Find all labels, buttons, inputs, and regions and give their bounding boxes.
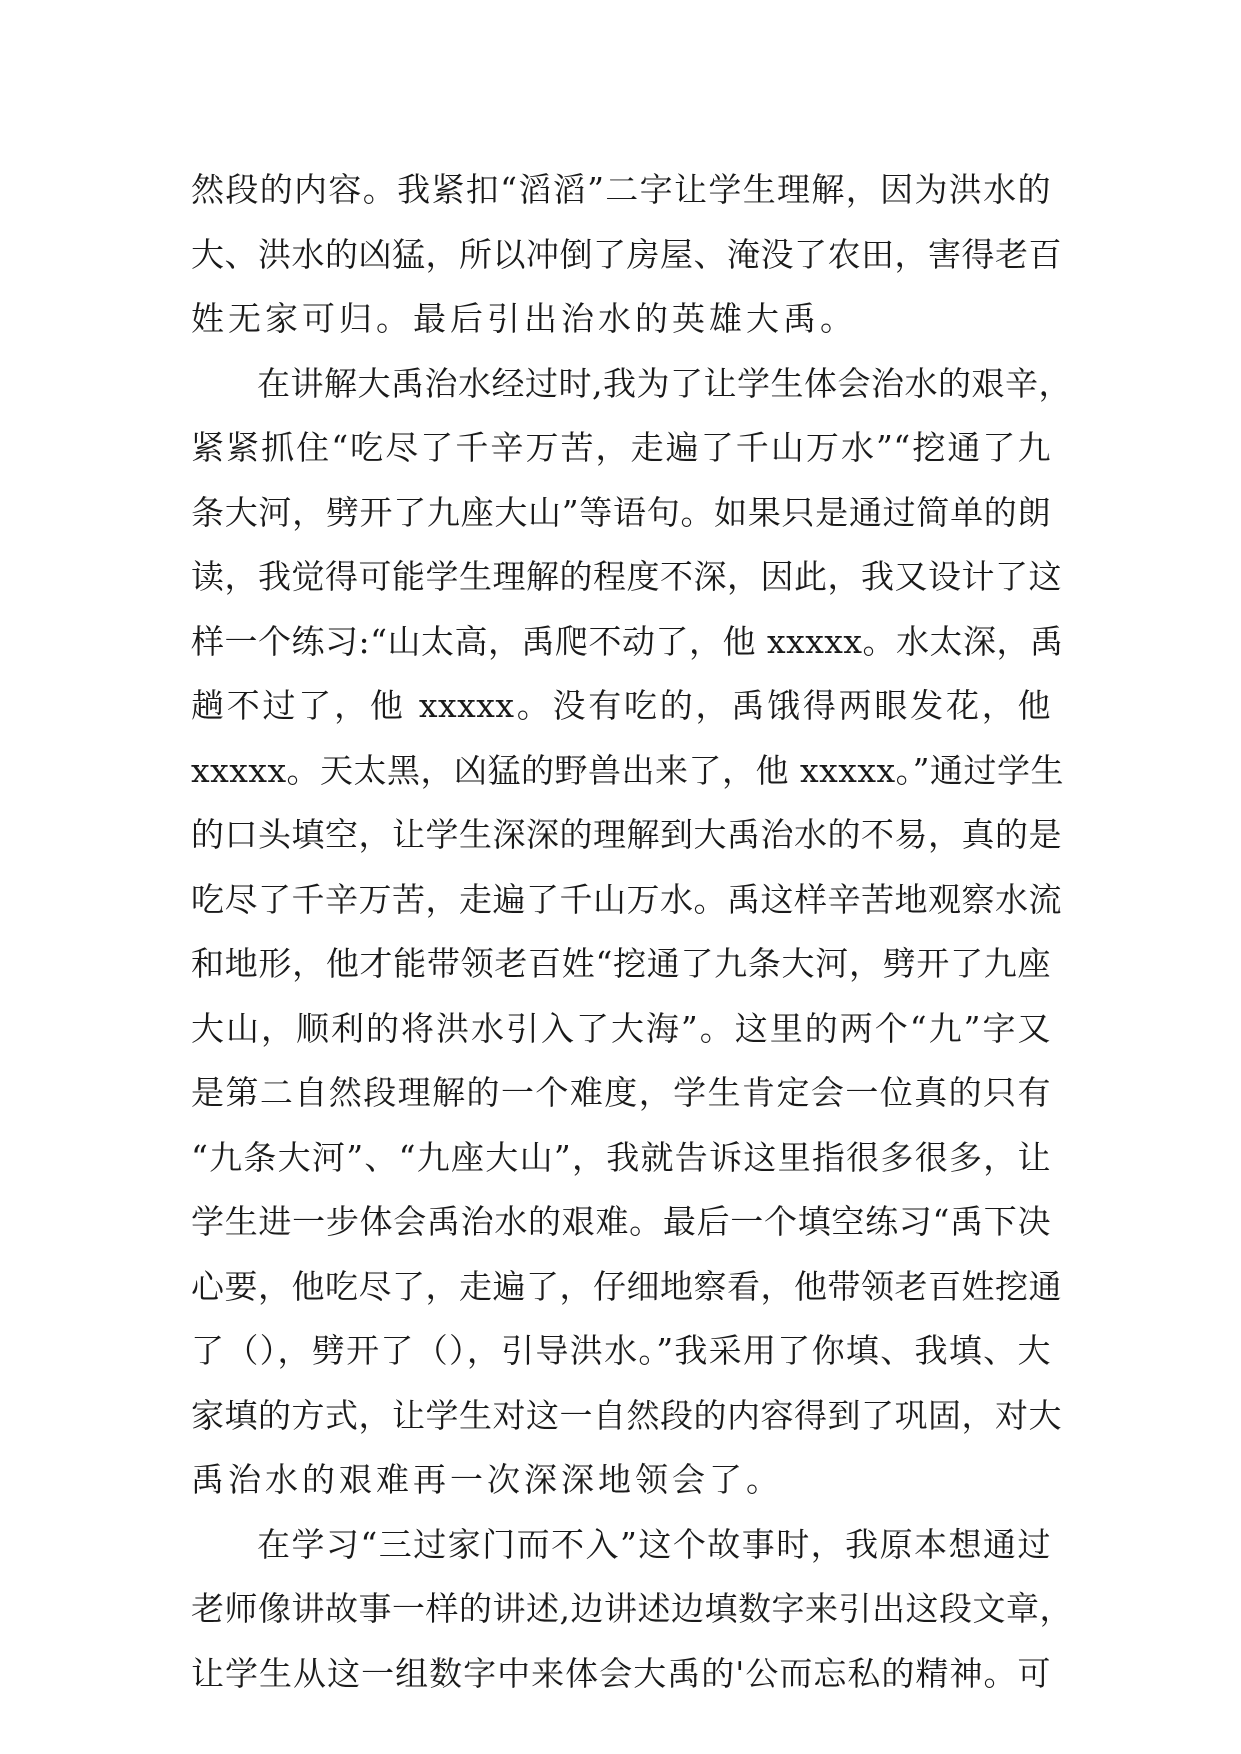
text-line: 趟不过了，他 xxxxx。没有吃的，禹饿得两眼发花，他 <box>191 686 1051 725</box>
text-line: 让学生从这一组数字中来体会大禹的'公而忘私的精神。可 <box>191 1653 1051 1693</box>
text-line: 学生进一步体会禹治水的艰难。最后一个填空练习“禹下决 <box>191 1202 1051 1241</box>
paragraph-1 <box>191 158 1062 352</box>
text-line: 和地形，他才能带领老百姓“挖通了九条大河，劈开了九座 <box>191 944 1051 983</box>
text-line: xxxxx。天太黑，凶猛的野兽出来了，他 xxxxx。”通过学生 <box>191 750 1064 790</box>
text-line: 吃尽了千辛万苦，走遍了千山万水。禹这样辛苦地观察水流 <box>191 879 1062 919</box>
text-line: “九条大河”、“九座大山”，我就告诉这里指很多很多，让 <box>191 1137 1051 1177</box>
paragraph-2 <box>191 352 1072 1513</box>
text-line: 姓无家可归。最后引出治水的英雄大禹。 <box>191 299 857 338</box>
text-line: 家填的方式，让学生对这一自然段的内容得到了巩固，对大 <box>191 1395 1062 1435</box>
text-line: 了（），劈开了（），引导洪水。”我采用了你填、我填、大 <box>191 1331 1051 1370</box>
text-line: 在学习“三过家门而不入”这个故事时，我原本想通过 <box>257 1524 1051 1564</box>
text-line: 大山，顺利的将洪水引入了大海”。这里的两个“九”字又 <box>191 1008 1051 1048</box>
text-line: 然段的内容。我紧扣“滔滔”二字让学生理解，因为洪水的 <box>191 170 1051 209</box>
body-text <box>191 158 1073 1706</box>
text-line: 心要，他吃尽了，走遍了，仔细地察看，他带领老百姓挖通 <box>191 1266 1062 1306</box>
text-line: 读，我觉得可能学生理解的程度不深，因此，我又设计了这 <box>191 557 1062 596</box>
text-line: 大、洪水的凶猛，所以冲倒了房屋、淹没了农田，害得老百 <box>191 234 1062 274</box>
text-line: 的口头填空，让学生深深的理解到大禹治水的不易，真的是 <box>191 815 1062 854</box>
text-line: 紧紧抓住“吃尽了千辛万苦，走遍了千山万水”“挖通了九 <box>191 428 1051 467</box>
text-line: 条大河，劈开了九座大山”等语句。如果只是通过简单的朗 <box>191 492 1051 532</box>
text-line: 样一个练习:“山太高，禹爬不动了，他 xxxxx。水太深，禹 <box>191 621 1064 661</box>
text-line: 是第二自然段理解的一个难度，学生肯定会一位真的只有 <box>191 1073 1051 1112</box>
text-line: 老师像讲故事一样的讲述,边讲述边填数字来引出这段文章， <box>191 1589 1073 1628</box>
text-line: 在讲解大禹治水经过时,我为了让学生体会治水的艰辛， <box>257 363 1072 403</box>
text-line: 禹治水的艰难再一次深深地领会了。 <box>191 1460 783 1499</box>
paragraph-3 <box>191 1513 1073 1707</box>
